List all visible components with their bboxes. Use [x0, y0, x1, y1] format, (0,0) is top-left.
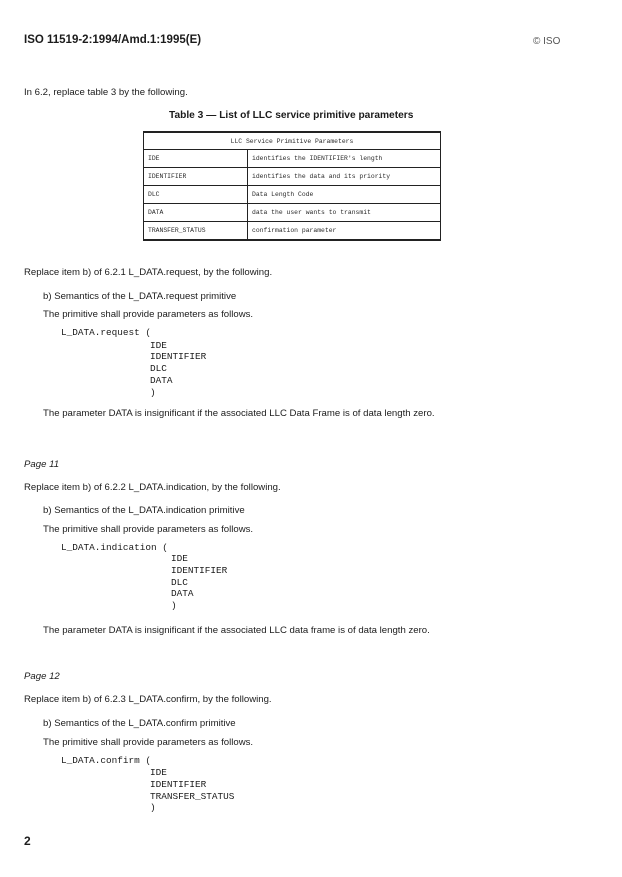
replace-instruction-indication: Replace item b) of 6.2.2 L_DATA.indication, by the following.	[24, 482, 281, 493]
primitive-confirm: L_DATA.confirm (	[61, 755, 152, 766]
primitive-param: DATA	[150, 375, 173, 386]
page-ref-12: Page 12	[24, 671, 60, 682]
primitive-param: IDENTIFIER	[150, 779, 207, 790]
param-name: IDE	[144, 150, 248, 168]
parameters-table	[143, 131, 441, 241]
table-row	[144, 168, 441, 186]
primitive-request: L_DATA.request (	[61, 327, 152, 338]
primitive-param: IDENTIFIER	[171, 565, 228, 576]
primitive-param: DLC	[150, 363, 167, 374]
primitive-close-paren: )	[150, 802, 156, 813]
provide-text-confirm: The primitive shall provide parameters as follows.	[43, 737, 254, 748]
table-row	[144, 222, 441, 241]
param-desc: identifies the data and its priority	[248, 168, 441, 186]
table-row	[144, 150, 441, 168]
table-header-row	[144, 132, 441, 150]
param-name: IDENTIFIER	[144, 168, 248, 186]
table-row	[144, 186, 441, 204]
primitive-param: IDE	[150, 767, 167, 778]
note-request: The parameter DATA is insignificant if the associated LLC Data Frame is of data length zero.	[43, 408, 435, 419]
primitive-param: IDE	[171, 553, 188, 564]
document-id: ISO 11519-2:1994/Amd.1:1995(E)	[24, 34, 202, 46]
semantics-heading-indication: b) Semantics of the L_DATA.indication primitive	[43, 505, 245, 516]
provide-text-request: The primitive shall provide parameters as follows.	[43, 309, 254, 320]
table-caption: Table 3 — List of LLC service primitive parameters	[169, 110, 414, 121]
table-heading: LLC Service Primitive Parameters	[144, 132, 441, 150]
table-row	[144, 204, 441, 222]
replace-instruction-confirm: Replace item b) of 6.2.3 L_DATA.confirm, by the following.	[24, 694, 272, 705]
primitive-close-paren: )	[171, 600, 177, 611]
param-name: TRANSFER_STATUS	[144, 222, 248, 241]
primitive-param: DLC	[171, 577, 188, 588]
replace-instruction-request: Replace item b) of 6.2.1 L_DATA.request, by the following.	[24, 267, 273, 278]
param-desc: Data Length Code	[248, 186, 441, 204]
primitive-indication: L_DATA.indication (	[61, 542, 168, 553]
param-desc: confirmation parameter	[248, 222, 441, 241]
copyright-mark: © ISO	[533, 36, 561, 47]
param-desc: data the user wants to transmit	[248, 204, 441, 222]
semantics-heading-request: b) Semantics of the L_DATA.request primitive	[43, 291, 237, 302]
page-ref-11: Page 11	[24, 459, 60, 470]
note-indication: The parameter DATA is insignificant if the associated LLC data frame is of data length zero.	[43, 625, 430, 636]
param-name: DATA	[144, 204, 248, 222]
page-number: 2	[24, 834, 31, 848]
intro-text: In 6.2, replace table 3 by the following.	[24, 87, 188, 98]
param-name: DLC	[144, 186, 248, 204]
primitive-close-paren: )	[150, 387, 156, 398]
primitive-param: IDENTIFIER	[150, 351, 207, 362]
primitive-param: TRANSFER_STATUS	[150, 791, 235, 802]
param-desc: identifies the IDENTIFIER's length	[248, 150, 441, 168]
semantics-heading-confirm: b) Semantics of the L_DATA.confirm primitive	[43, 718, 236, 729]
provide-text-indication: The primitive shall provide parameters as follows.	[43, 524, 254, 535]
primitive-param: DATA	[171, 588, 194, 599]
primitive-param: IDE	[150, 340, 167, 351]
